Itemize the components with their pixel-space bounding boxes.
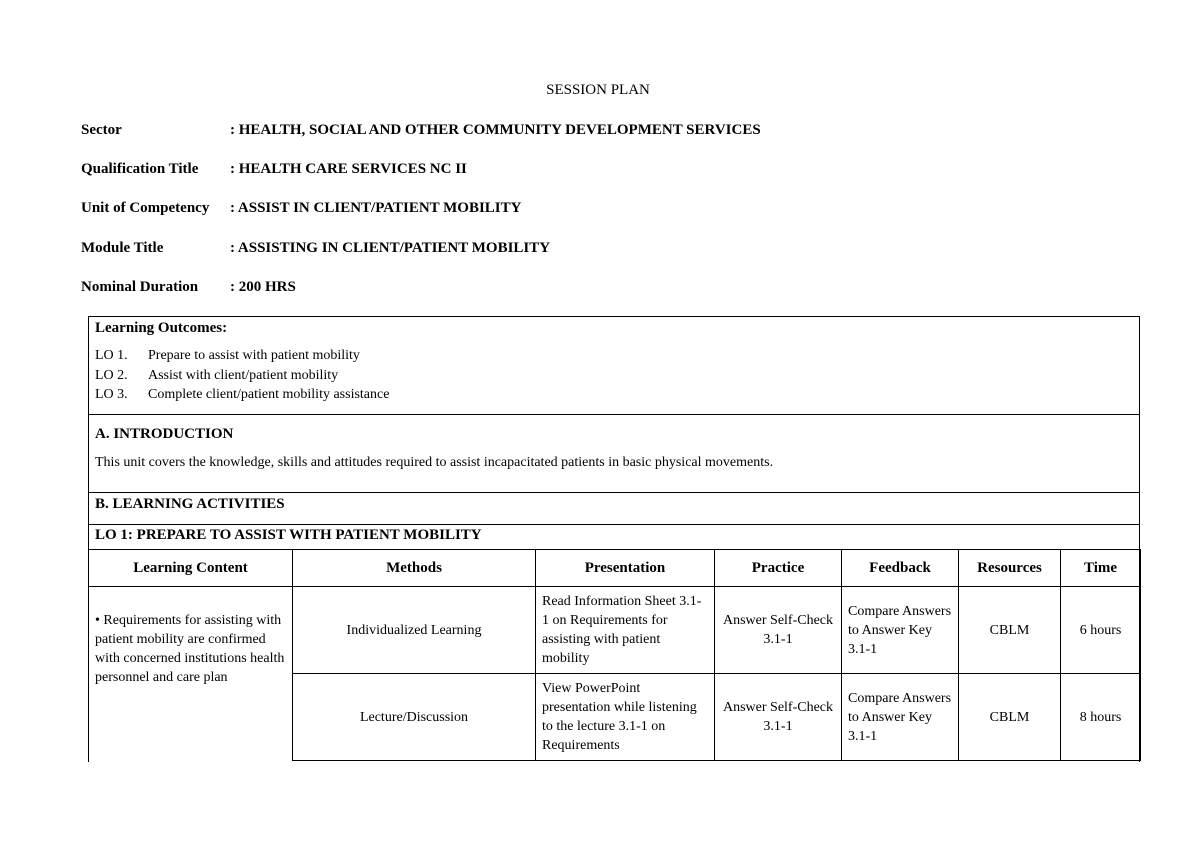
presentation-cell: Read Information Sheet 3.1-1 on Requirements for assisting with patient mobility <box>536 587 715 674</box>
meta-module-title <box>81 240 550 257</box>
meta-unit-of-competency <box>81 200 521 217</box>
feedback-cell: Compare Answers to Answer Key 3.1-1 <box>842 674 959 761</box>
learning-outcome-item <box>95 387 389 403</box>
time-cell: 6 hours <box>1061 587 1141 674</box>
learning-content-cell <box>89 587 293 761</box>
column-header-time: Time <box>1061 550 1141 587</box>
column-header-practice: Practice <box>715 550 842 587</box>
feedback-cell: Compare Answers to Answer Key 3.1-1 <box>842 587 959 674</box>
learning-outcome-item <box>95 368 338 384</box>
page-title: SESSION PLAN <box>546 82 650 98</box>
column-header-resources: Resources <box>959 550 1061 587</box>
learning-outcome-item <box>95 348 360 364</box>
meta-qualification-title <box>81 161 467 178</box>
lo-section-heading: LO 1: PREPARE TO ASSIST WITH PATIENT MOBILITY <box>95 527 482 543</box>
section-divider <box>88 492 1140 493</box>
practice-cell: Answer Self-Check 3.1-1 <box>715 674 842 761</box>
meta-label: Nominal Duration <box>81 279 199 295</box>
column-header-methods: Methods <box>293 550 536 587</box>
section-divider <box>88 414 1140 415</box>
method-cell: Lecture/Discussion <box>293 674 536 761</box>
practice-cell: Answer Self-Check 3.1-1 <box>715 587 842 674</box>
meta-value: : ASSISTING IN CLIENT/PATIENT MOBILITY <box>230 240 551 256</box>
introduction-heading: A. INTRODUCTION <box>95 426 234 442</box>
learning-activities-heading: B. LEARNING ACTIVITIES <box>95 496 285 512</box>
resources-cell: CBLM <box>959 674 1061 761</box>
column-header-presentation: Presentation <box>536 550 715 587</box>
meta-value: : 200 HRS <box>230 279 296 295</box>
lo-text: Prepare to assist with patient mobility <box>148 348 360 363</box>
meta-sector <box>81 122 761 139</box>
lo-text: Complete client/patient mobility assistance <box>148 387 390 402</box>
meta-label: Sector <box>81 122 122 138</box>
meta-nominal-duration <box>81 279 296 296</box>
meta-value: : HEALTH CARE SERVICES NC II <box>230 161 467 177</box>
lo-number: LO 2. <box>95 368 128 383</box>
lo-text: Assist with client/patient mobility <box>148 368 339 383</box>
resources-cell: CBLM <box>959 587 1061 674</box>
learning-activities-table <box>88 549 1141 761</box>
column-header-learning-content: Learning Content <box>89 550 293 587</box>
section-divider <box>88 524 1140 525</box>
meta-label: Qualification Title <box>81 161 199 177</box>
meta-label: Module Title <box>81 240 164 256</box>
meta-value: : ASSIST IN CLIENT/PATIENT MOBILITY <box>230 200 522 216</box>
lo-number: LO 3. <box>95 387 128 402</box>
presentation-cell: View PowerPoint presentation while listening to the lecture 3.1-1 on Requirements <box>536 674 715 761</box>
introduction-text: This unit covers the knowledge, skills and attitudes required to assist incapacitated patients in basic physical movements. <box>95 455 774 470</box>
time-cell: 8 hours <box>1061 674 1141 761</box>
column-header-feedback: Feedback <box>842 550 959 587</box>
method-cell: Individualized Learning <box>293 587 536 674</box>
meta-label: Unit of Competency <box>81 200 210 216</box>
meta-value: : HEALTH, SOCIAL AND OTHER COMMUNITY DEVELOPMENT SERVICES <box>230 122 761 138</box>
table-row <box>89 587 1141 674</box>
learning-content-text: • Requirements for assisting with patient mobility are confirmed with concerned institutions health personnel and care plan <box>95 613 285 685</box>
table-header-row <box>89 550 1141 587</box>
learning-outcomes-heading: Learning Outcomes: <box>95 320 228 336</box>
lo-number: LO 1. <box>95 348 128 363</box>
